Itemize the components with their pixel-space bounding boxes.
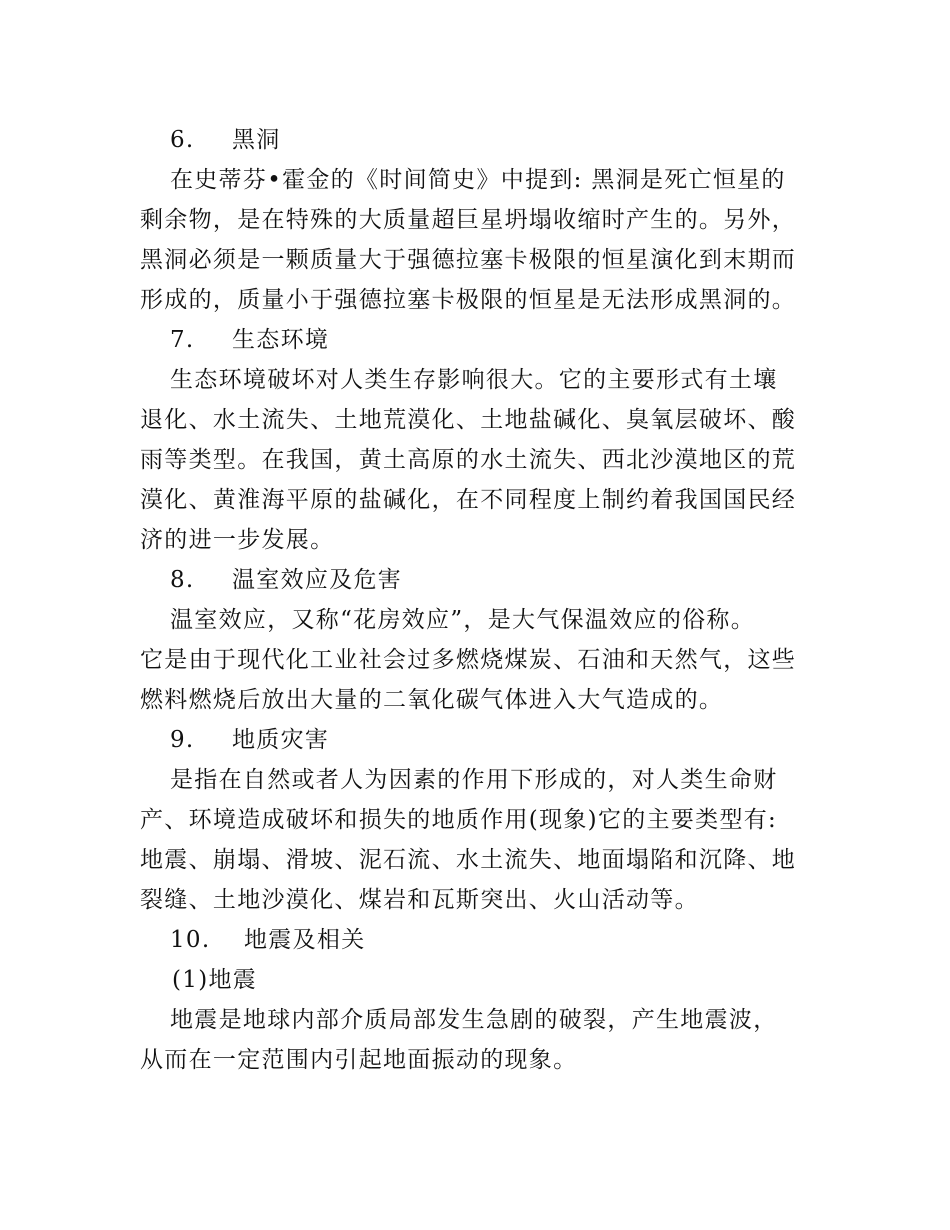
paragraph-line: 退化、水土流失、土地荒漠化、土地盐碱化、臭氧层破坏、酸: [140, 407, 797, 433]
paragraph-line: 剩余物，是在特殊的大质量超巨星坍塌收缩时产生的。另外，: [140, 207, 797, 233]
section-heading: [140, 720, 820, 760]
paragraph-line: 从而在一定范围内引起地面振动的现象。: [140, 1047, 578, 1073]
document-page: [140, 120, 820, 1080]
paragraph-line: 漠化、黄淮海平原的盐碱化，在不同程度上制约着我国国民经: [140, 487, 797, 513]
section-title: 黑洞: [232, 127, 281, 153]
paragraph-line: 是指在自然或者人为因素的作用下形成的，对人类生命财: [170, 767, 778, 793]
section-number: 7.: [170, 327, 195, 353]
section-number: 9.: [170, 727, 195, 753]
paragraph-line: 它是由于现代化工业社会过多燃烧煤炭、石油和天然气，这些: [140, 647, 797, 673]
section-number: 6.: [170, 127, 195, 153]
section-heading: [140, 560, 820, 600]
paragraph-line: 温室效应，又称“花房效应”，是大气保温效应的俗称。: [170, 607, 756, 633]
paragraph-line: 地震、崩塌、滑坡、泥石流、水土流失、地面塌陷和沉降、地: [140, 847, 797, 873]
section-title: 生态环境: [232, 327, 330, 353]
paragraph-line: 雨等类型。在我国，黄土高原的水土流失、西北沙漠地区的荒: [140, 447, 797, 473]
section-title: 地质灾害: [232, 727, 330, 753]
paragraph-line: 燃料燃烧后放出大量的二氧化碳气体进入大气造成的。: [140, 687, 724, 713]
paragraph-line: 裂缝、土地沙漠化、煤岩和瓦斯突出、火山活动等。: [140, 887, 699, 913]
subheading: (1)地震: [172, 967, 258, 993]
paragraph-line: 产、环境造成破坏和损失的地质作用(现象)它的主要类型有:: [140, 807, 778, 833]
paragraph-line: 黑洞必须是一颗质量大于强德拉塞卡极限的恒星演化到末期而: [140, 247, 797, 273]
section-number: 10.: [170, 927, 211, 953]
section-title: 温室效应及危害: [232, 567, 403, 593]
section-number: 8.: [170, 567, 195, 593]
paragraph-line: 形成的，质量小于强德拉塞卡极限的恒星是无法形成黑洞的。: [140, 287, 797, 313]
section-title: 地震及相关: [244, 927, 366, 953]
paragraph-line: 生态环境破坏对人类生存影响很大。它的主要形式有土壤: [170, 367, 778, 393]
paragraph-line: 济的进一步发展。: [140, 527, 335, 553]
paragraph-line: 在史蒂芬•霍金的《时间简史》中提到: 黑洞是死亡恒星的: [170, 167, 786, 193]
section-heading: [140, 320, 820, 360]
section-heading: [140, 120, 820, 160]
section-heading: [140, 920, 820, 960]
paragraph-line: 地震是地球内部介质局部发生急剧的破裂，产生地震波，: [170, 1007, 778, 1033]
